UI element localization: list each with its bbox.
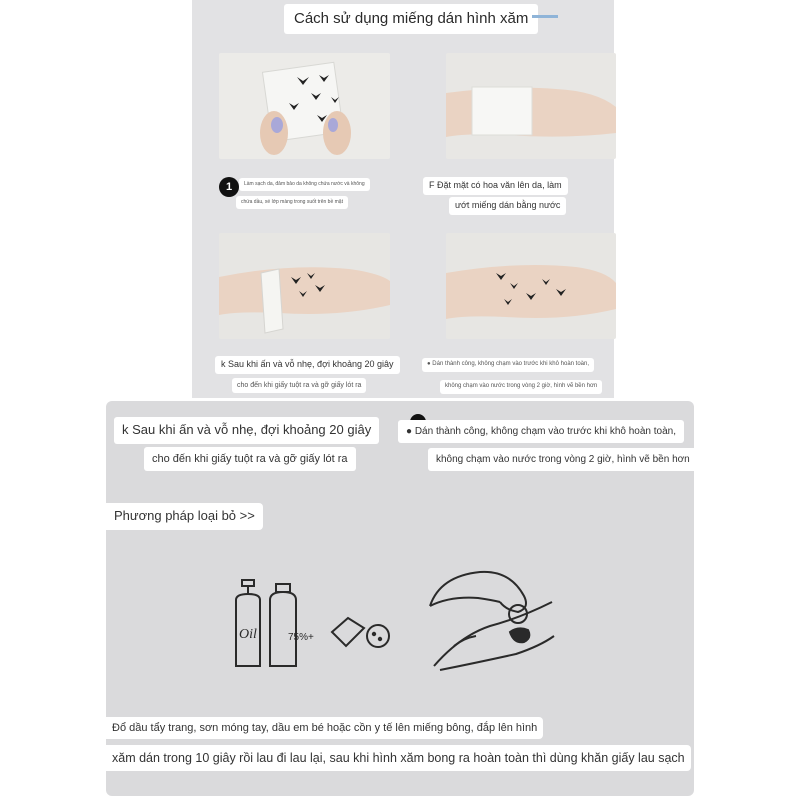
removal-text-line2: xăm dán trong 10 giây rồi lau đi lau lại, sau khi hình xăm bong ra hoàn toàn thì dùng khăn giấy lau sạch bbox=[106, 745, 691, 771]
step1-photo bbox=[219, 53, 390, 159]
step3-text-line1: k Sau khi ấn và vỗ nhẹ, đợi khoảng 20 giây bbox=[215, 356, 400, 374]
removal-text-line1: Đổ dầu tẩy trang, sơn móng tay, dầu em bé hoặc cồn y tế lên miếng bông, đắp lên hình bbox=[106, 717, 543, 739]
zoom-step4-line2: không chạm vào nước trong vòng 2 giờ, hình vẽ bền hơn bbox=[428, 448, 698, 471]
zoom-step3-line1: k Sau khi ấn và vỗ nhẹ, đợi khoảng 20 giây bbox=[114, 417, 379, 444]
step1-text-line2: chứa dầu, xé lớp màng trong suốt trên bề mặt bbox=[236, 196, 348, 209]
alcohol-label: 75%+ bbox=[288, 632, 314, 643]
step4-photo bbox=[446, 233, 616, 339]
removal-heading: Phương pháp loại bỏ >> bbox=[106, 503, 263, 530]
step4-text-line1: ● Dán thành công, không chạm vào trước khi khô hoàn toàn, bbox=[422, 358, 594, 372]
page-title: Cách sử dụng miếng dán hình xăm bbox=[284, 4, 538, 34]
oil-label: Oil bbox=[239, 627, 257, 642]
oil-bottle-icon bbox=[236, 580, 260, 666]
wiping-hands-illustration bbox=[420, 566, 556, 676]
alcohol-bottle-icon bbox=[270, 584, 296, 666]
cotton-pad-icon bbox=[332, 618, 389, 647]
removal-products-illustration bbox=[228, 566, 408, 676]
step3-text-line2: cho đến khi giấy tuột ra và gỡ giấy lót ra bbox=[232, 378, 366, 393]
step1-number-badge: 1 bbox=[219, 177, 239, 197]
title-accent-bar bbox=[532, 15, 558, 18]
step3-photo bbox=[219, 233, 390, 339]
zoom-step3-line2: cho đến khi giấy tuột ra và gỡ giấy lót ra bbox=[144, 447, 356, 471]
step4-text-line2: không chạm vào nước trong vòng 2 giờ, hình vẽ bền hơn bbox=[440, 380, 602, 394]
step2-text-line2: ướt miếng dán bằng nước bbox=[449, 197, 566, 215]
zoom-step4-line1: ● Dán thành công, không chạm vào trước khi khô hoàn toàn, bbox=[398, 420, 684, 443]
step1-text-line1: Làm sạch da, đảm bảo da không chứa nước và không bbox=[239, 178, 370, 191]
step2-photo bbox=[446, 53, 616, 159]
step2-text-line1: F Đặt mặt có hoa văn lên da, làm bbox=[423, 177, 568, 195]
